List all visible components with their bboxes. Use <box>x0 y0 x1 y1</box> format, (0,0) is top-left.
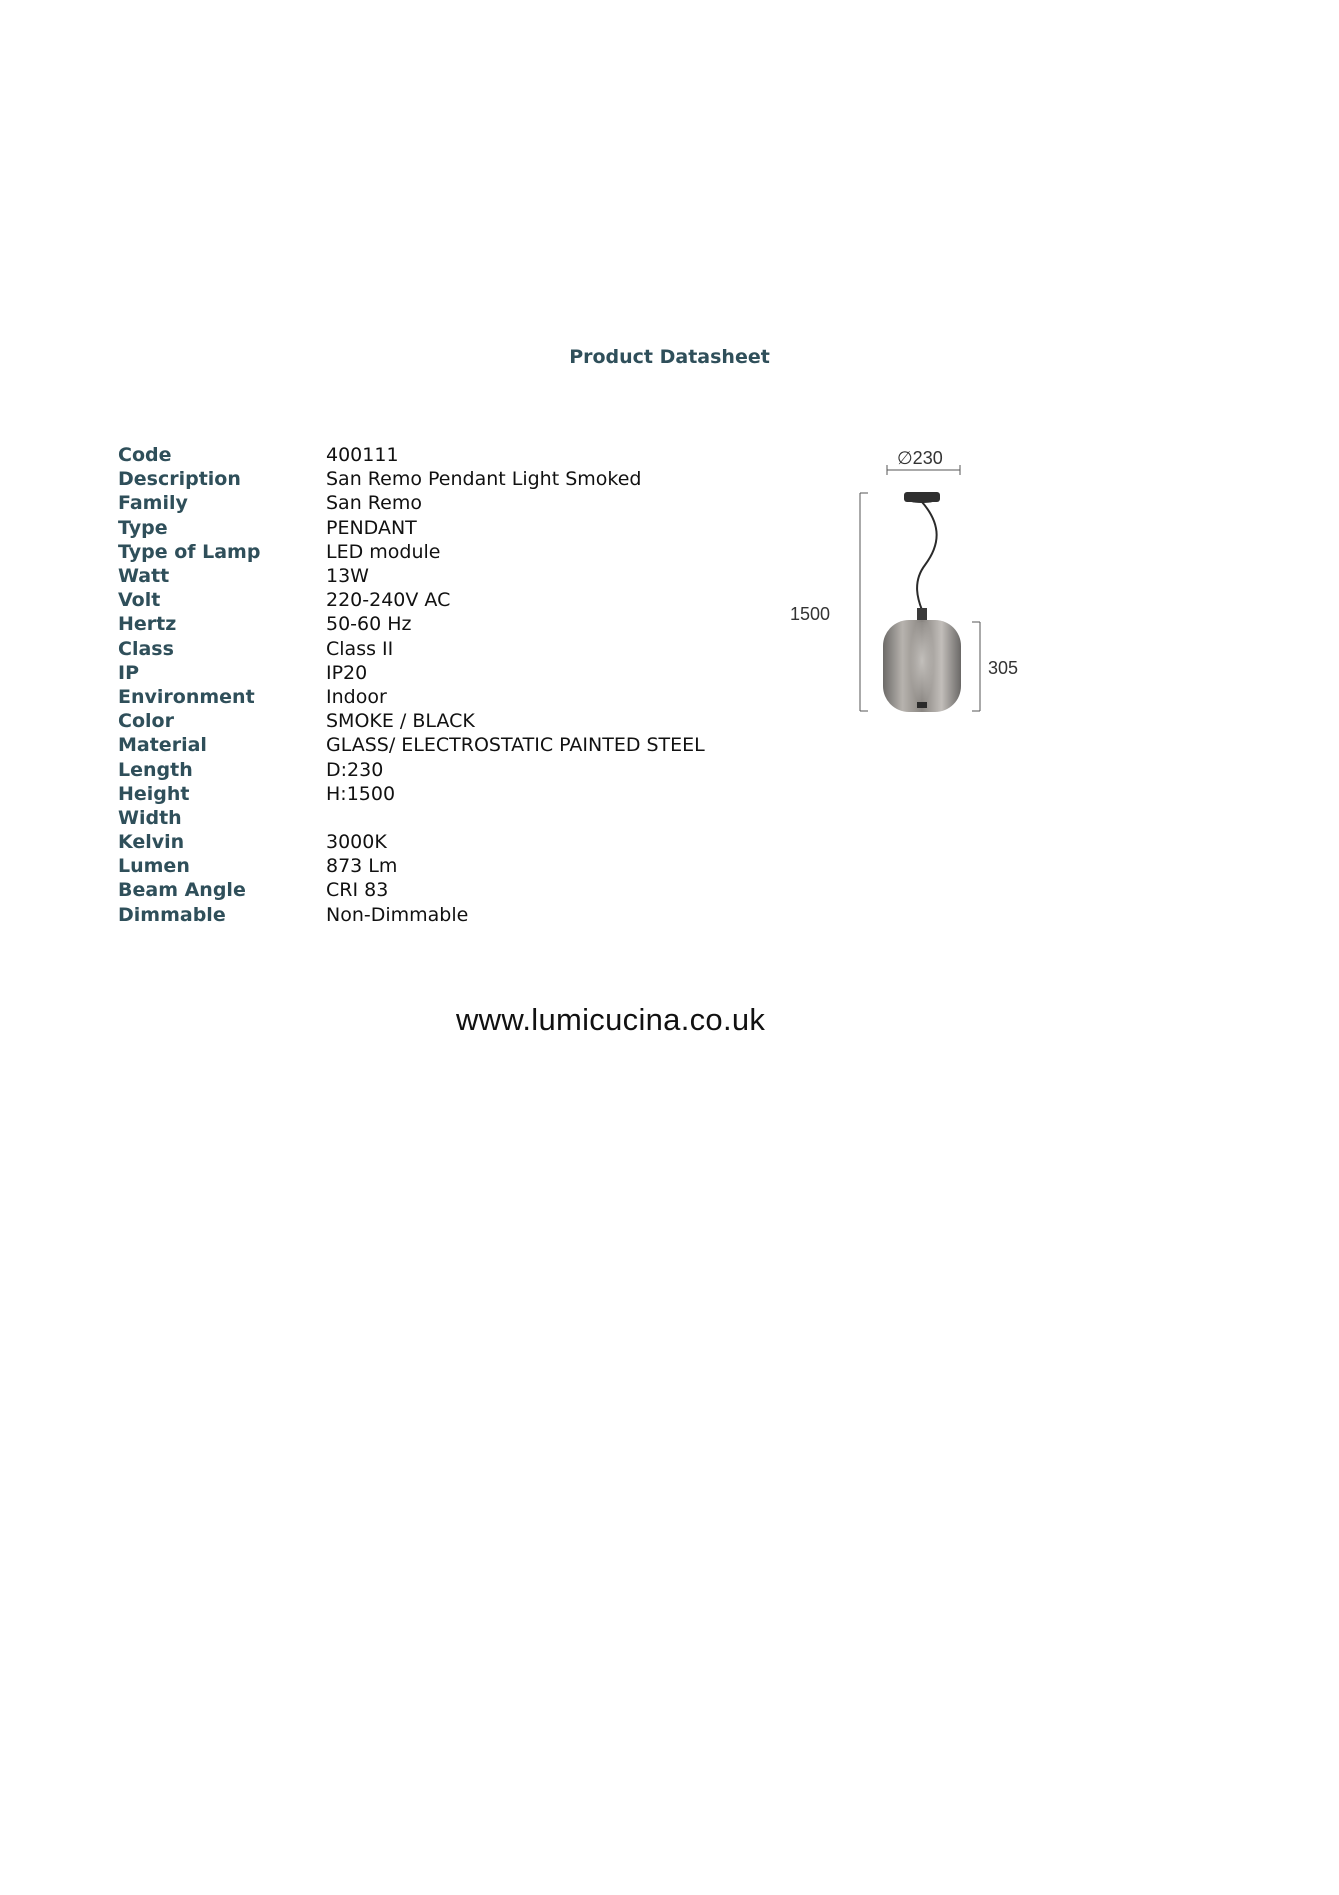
diameter-label: ∅230 <box>897 448 943 468</box>
spec-label: Class <box>118 637 174 660</box>
spec-value: GLASS/ ELECTROSTATIC PAINTED STEEL <box>326 734 705 757</box>
spec-value: 13W <box>326 565 369 588</box>
shade-height-label: 305 <box>988 658 1019 678</box>
spec-label: IP <box>118 661 139 684</box>
spec-value: Indoor <box>326 685 387 708</box>
spec-label: Family <box>118 492 188 515</box>
spec-row-beam-angle <box>118 878 705 902</box>
spec-value: SMOKE / BLACK <box>326 710 475 733</box>
spec-value: 220-240V AC <box>326 589 451 612</box>
spec-value: San Remo Pendant Light Smoked <box>326 468 642 491</box>
spec-row-lumen <box>118 854 705 878</box>
spec-value: IP20 <box>326 661 368 684</box>
spec-row-volt <box>118 588 705 612</box>
spec-label: Color <box>118 710 174 733</box>
spec-row-material <box>118 733 705 757</box>
spec-value: D:230 <box>326 758 384 781</box>
height-label: 1500 <box>790 604 831 624</box>
spec-value: 3000K <box>326 831 387 854</box>
spec-label: Description <box>118 468 241 491</box>
spec-value: Class II <box>326 637 394 660</box>
spec-row-class <box>118 637 705 661</box>
spec-row-watt <box>118 564 705 588</box>
spec-row-environment <box>118 685 705 709</box>
spec-label: Code <box>118 444 172 467</box>
product-dimension-drawing <box>790 440 1050 720</box>
spec-label: Dimmable <box>118 903 226 926</box>
spec-row-length <box>118 757 705 781</box>
spec-value: Non-Dimmable <box>326 903 469 926</box>
spec-value: 873 Lm <box>326 855 398 878</box>
spec-label: Beam Angle <box>118 879 246 902</box>
spec-row-dimmable <box>118 903 705 927</box>
spec-label: Type <box>118 516 168 539</box>
spec-row-kelvin <box>118 830 705 854</box>
spec-row-color <box>118 709 705 733</box>
spec-row-description <box>118 467 705 491</box>
spec-row-height <box>118 782 705 806</box>
spec-label: Height <box>118 782 190 805</box>
spec-label: Type of Lamp <box>118 540 261 563</box>
spec-label: Watt <box>118 565 170 588</box>
spec-label: Width <box>118 806 182 829</box>
spec-row-width <box>118 806 705 830</box>
spec-table <box>118 443 705 927</box>
spec-value: H:1500 <box>326 782 396 805</box>
spec-row-type <box>118 516 705 540</box>
spec-row-type-of-lamp <box>118 540 705 564</box>
spec-value: 50-60 Hz <box>326 613 412 636</box>
height-dimension <box>790 493 868 711</box>
page-title: Product Datasheet <box>569 346 770 368</box>
spec-label: Lumen <box>118 855 190 878</box>
diameter-dimension <box>887 448 960 475</box>
spec-label: Volt <box>118 589 161 612</box>
spec-value: San Remo <box>326 492 422 515</box>
spec-row-ip <box>118 661 705 685</box>
spec-value: 400111 <box>326 444 399 467</box>
spec-label: Hertz <box>118 613 177 636</box>
spec-value: PENDANT <box>326 516 417 539</box>
pendant-lamp-illustration <box>883 492 961 712</box>
spec-row-hertz <box>118 612 705 636</box>
spec-row-family <box>118 491 705 515</box>
spec-value: LED module <box>326 540 441 563</box>
spec-value: CRI 83 <box>326 879 389 902</box>
shade-height-dimension <box>972 622 1018 711</box>
spec-label: Kelvin <box>118 831 185 854</box>
spec-row-code <box>118 443 705 467</box>
spec-label: Environment <box>118 685 255 708</box>
spec-label: Length <box>118 758 193 781</box>
spec-label: Material <box>118 734 207 757</box>
website-url[interactable]: www.lumicucina.co.uk <box>456 1002 766 1037</box>
